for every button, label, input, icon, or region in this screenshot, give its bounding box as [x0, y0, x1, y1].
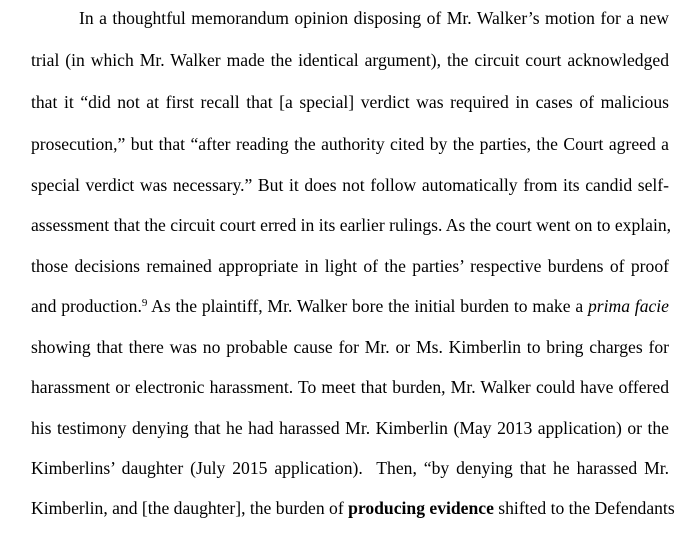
paragraph-line-8: and production.$^9$ As the plaintiff, Mr. Walker bore the initial burden to make a prima facie [31, 296, 669, 316]
footnote-marker[interactable]: 9 [141, 297, 148, 309]
paragraph-line-12: Kimberlins’ daughter (July 2015 application). Then, “by denying that he harassed Mr. [31, 458, 669, 478]
paragraph-line-11: his testimony denying that he had harassed Mr. Kimberlin (May 2013 application) or the [31, 418, 669, 438]
paragraph-line-1: In a thoughtful memorandum opinion disposing of Mr. Walker’s motion for a new [79, 8, 669, 28]
paragraph-line-5: special verdict was necessary.” But it does not follow automatically from its candid self- [31, 175, 669, 195]
italic-phrase: prima facie [587, 296, 669, 316]
paragraph-line-13: Kimberlin, and [the daughter], the burden of producing evidence shifted to the Defendants [31, 498, 675, 518]
paragraph-line-7: those decisions remained appropriate in light of the parties’ respective burdens of proof [31, 256, 669, 276]
paragraph-line-9: showing that there was no probable cause for Mr. or Ms. Kimberlin to bring charges for [31, 337, 669, 357]
paragraph-line-4: prosecution,” but that “after reading the authority cited by the parties, the Court agreed a [31, 134, 669, 154]
bold-phrase: producing evidence [348, 498, 494, 518]
paragraph-line-6: assessment that the circuit court erred in its earlier rulings. As the court went on to explain, [31, 215, 672, 235]
paragraph-line-10: harassment or electronic harassment. To meet that burden, Mr. Walker could have offered [31, 377, 669, 397]
paragraph-line-2: trial (in which Mr. Walker made the identical argument), the circuit court acknowledged [31, 50, 669, 70]
paragraph-line-3: that it “did not at first recall that [a special] verdict was required in cases of malicious [31, 92, 669, 112]
